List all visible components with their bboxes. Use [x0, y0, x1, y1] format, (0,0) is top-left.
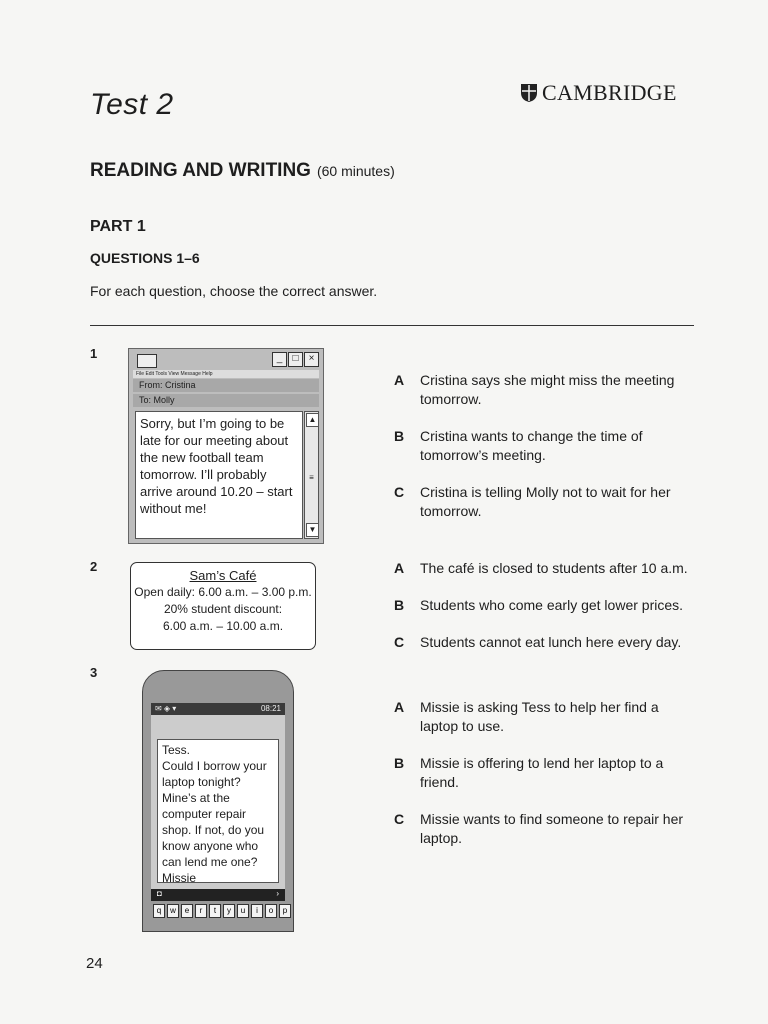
camera-icon: ◘: [157, 889, 162, 898]
minimize-icon: _: [272, 352, 287, 367]
shield-icon: [520, 83, 538, 103]
key: o: [265, 904, 277, 918]
page-number: 24: [86, 955, 103, 972]
option-c: C Cristina is telling Molly not to wait for her tomorrow.: [394, 484, 671, 519]
q1-options: [394, 371, 690, 521]
envelope-icon: [137, 354, 157, 368]
notification-icons: ✉ ◈ ▾: [155, 704, 177, 713]
key: y: [223, 904, 235, 918]
phone-screen: [151, 715, 285, 889]
phone: [142, 670, 294, 932]
phone-status-bar: [151, 703, 285, 715]
key: p: [279, 904, 291, 918]
scroll-grip-icon: ≡: [309, 473, 314, 482]
close-icon: ×: [304, 352, 319, 367]
q3-options: [394, 698, 690, 848]
question-number-1: 1: [90, 346, 98, 361]
text-message: Tess. Could I borrow your laptop tonight? Mine’s at the computer repair shop. If not, do you know anyone who can lend me one? Missie: [157, 739, 279, 883]
key: t: [209, 904, 221, 918]
option-c: C Missie wants to find someone to repair her laptop.: [394, 811, 684, 846]
instruction-text: For each question, choose the correct answer.: [90, 283, 378, 299]
section-heading: [90, 160, 395, 182]
scroll-up-icon: ▲: [306, 413, 319, 427]
option-a: A The café is closed to students after 10 a.m.: [394, 560, 688, 576]
option-b: B Missie is offering to lend her laptop to a friend.: [394, 755, 664, 790]
divider: [90, 325, 694, 326]
question-number-2: 2: [90, 559, 98, 574]
option-a: A Missie is asking Tess to help her find a laptop to use.: [394, 699, 659, 734]
option-b: B Students who come early get lower prices.: [394, 597, 684, 613]
notice-hours: Open daily: 6.00 a.m. – 3.00 p.m.: [134, 585, 312, 599]
scrollbar: [304, 411, 319, 539]
option-c: C Students cannot eat lunch here every day.: [394, 634, 682, 650]
logo-text: CAMBRIDGE: [542, 80, 677, 105]
questions-heading: QUESTIONS 1–6: [90, 250, 200, 266]
clock: 08:21: [260, 704, 281, 713]
email-menu-bar: File Edit Tools View Message Help: [133, 370, 319, 378]
option-b: B Cristina wants to change the time of tomorrow’s meeting.: [394, 428, 643, 463]
key: u: [237, 904, 249, 918]
question-number-3: 3: [90, 665, 98, 680]
cafe-notice: [130, 562, 316, 650]
option-a: A Cristina says she might miss the meeting tomorrow.: [394, 372, 675, 407]
notice-discount: 20% student discount:: [163, 602, 283, 616]
email-to: To: Molly: [133, 394, 319, 407]
email-from: From: Cristina: [133, 379, 319, 392]
q2-options: [394, 559, 720, 652]
page-title: Test 2: [90, 88, 174, 121]
scroll-down-icon: ▼: [306, 523, 319, 537]
key: i: [251, 904, 263, 918]
notice-title: Sam’s Café: [189, 568, 257, 583]
key: e: [181, 904, 193, 918]
key: q: [153, 904, 165, 918]
section-title: READING AND WRITING: [90, 160, 311, 181]
section-duration: (60 minutes): [316, 163, 395, 179]
notice-discount-hours: 6.00 a.m. – 10.00 a.m.: [162, 619, 284, 633]
part-heading: PART 1: [90, 218, 146, 235]
phone-toolbar: [151, 889, 285, 901]
keyboard: [153, 904, 291, 918]
maximize-icon: □: [288, 352, 303, 367]
email-body: Sorry, but I’m going to be late for our meeting about the new football team tomorrow. I’ll probably arrive around 10.20 – start without me!: [135, 411, 303, 539]
window-title-bar: [133, 352, 319, 368]
send-arrow-icon: ›: [276, 889, 279, 898]
key: r: [195, 904, 207, 918]
cambridge-logo: [520, 80, 677, 106]
email-window: [128, 348, 324, 544]
key: w: [167, 904, 179, 918]
